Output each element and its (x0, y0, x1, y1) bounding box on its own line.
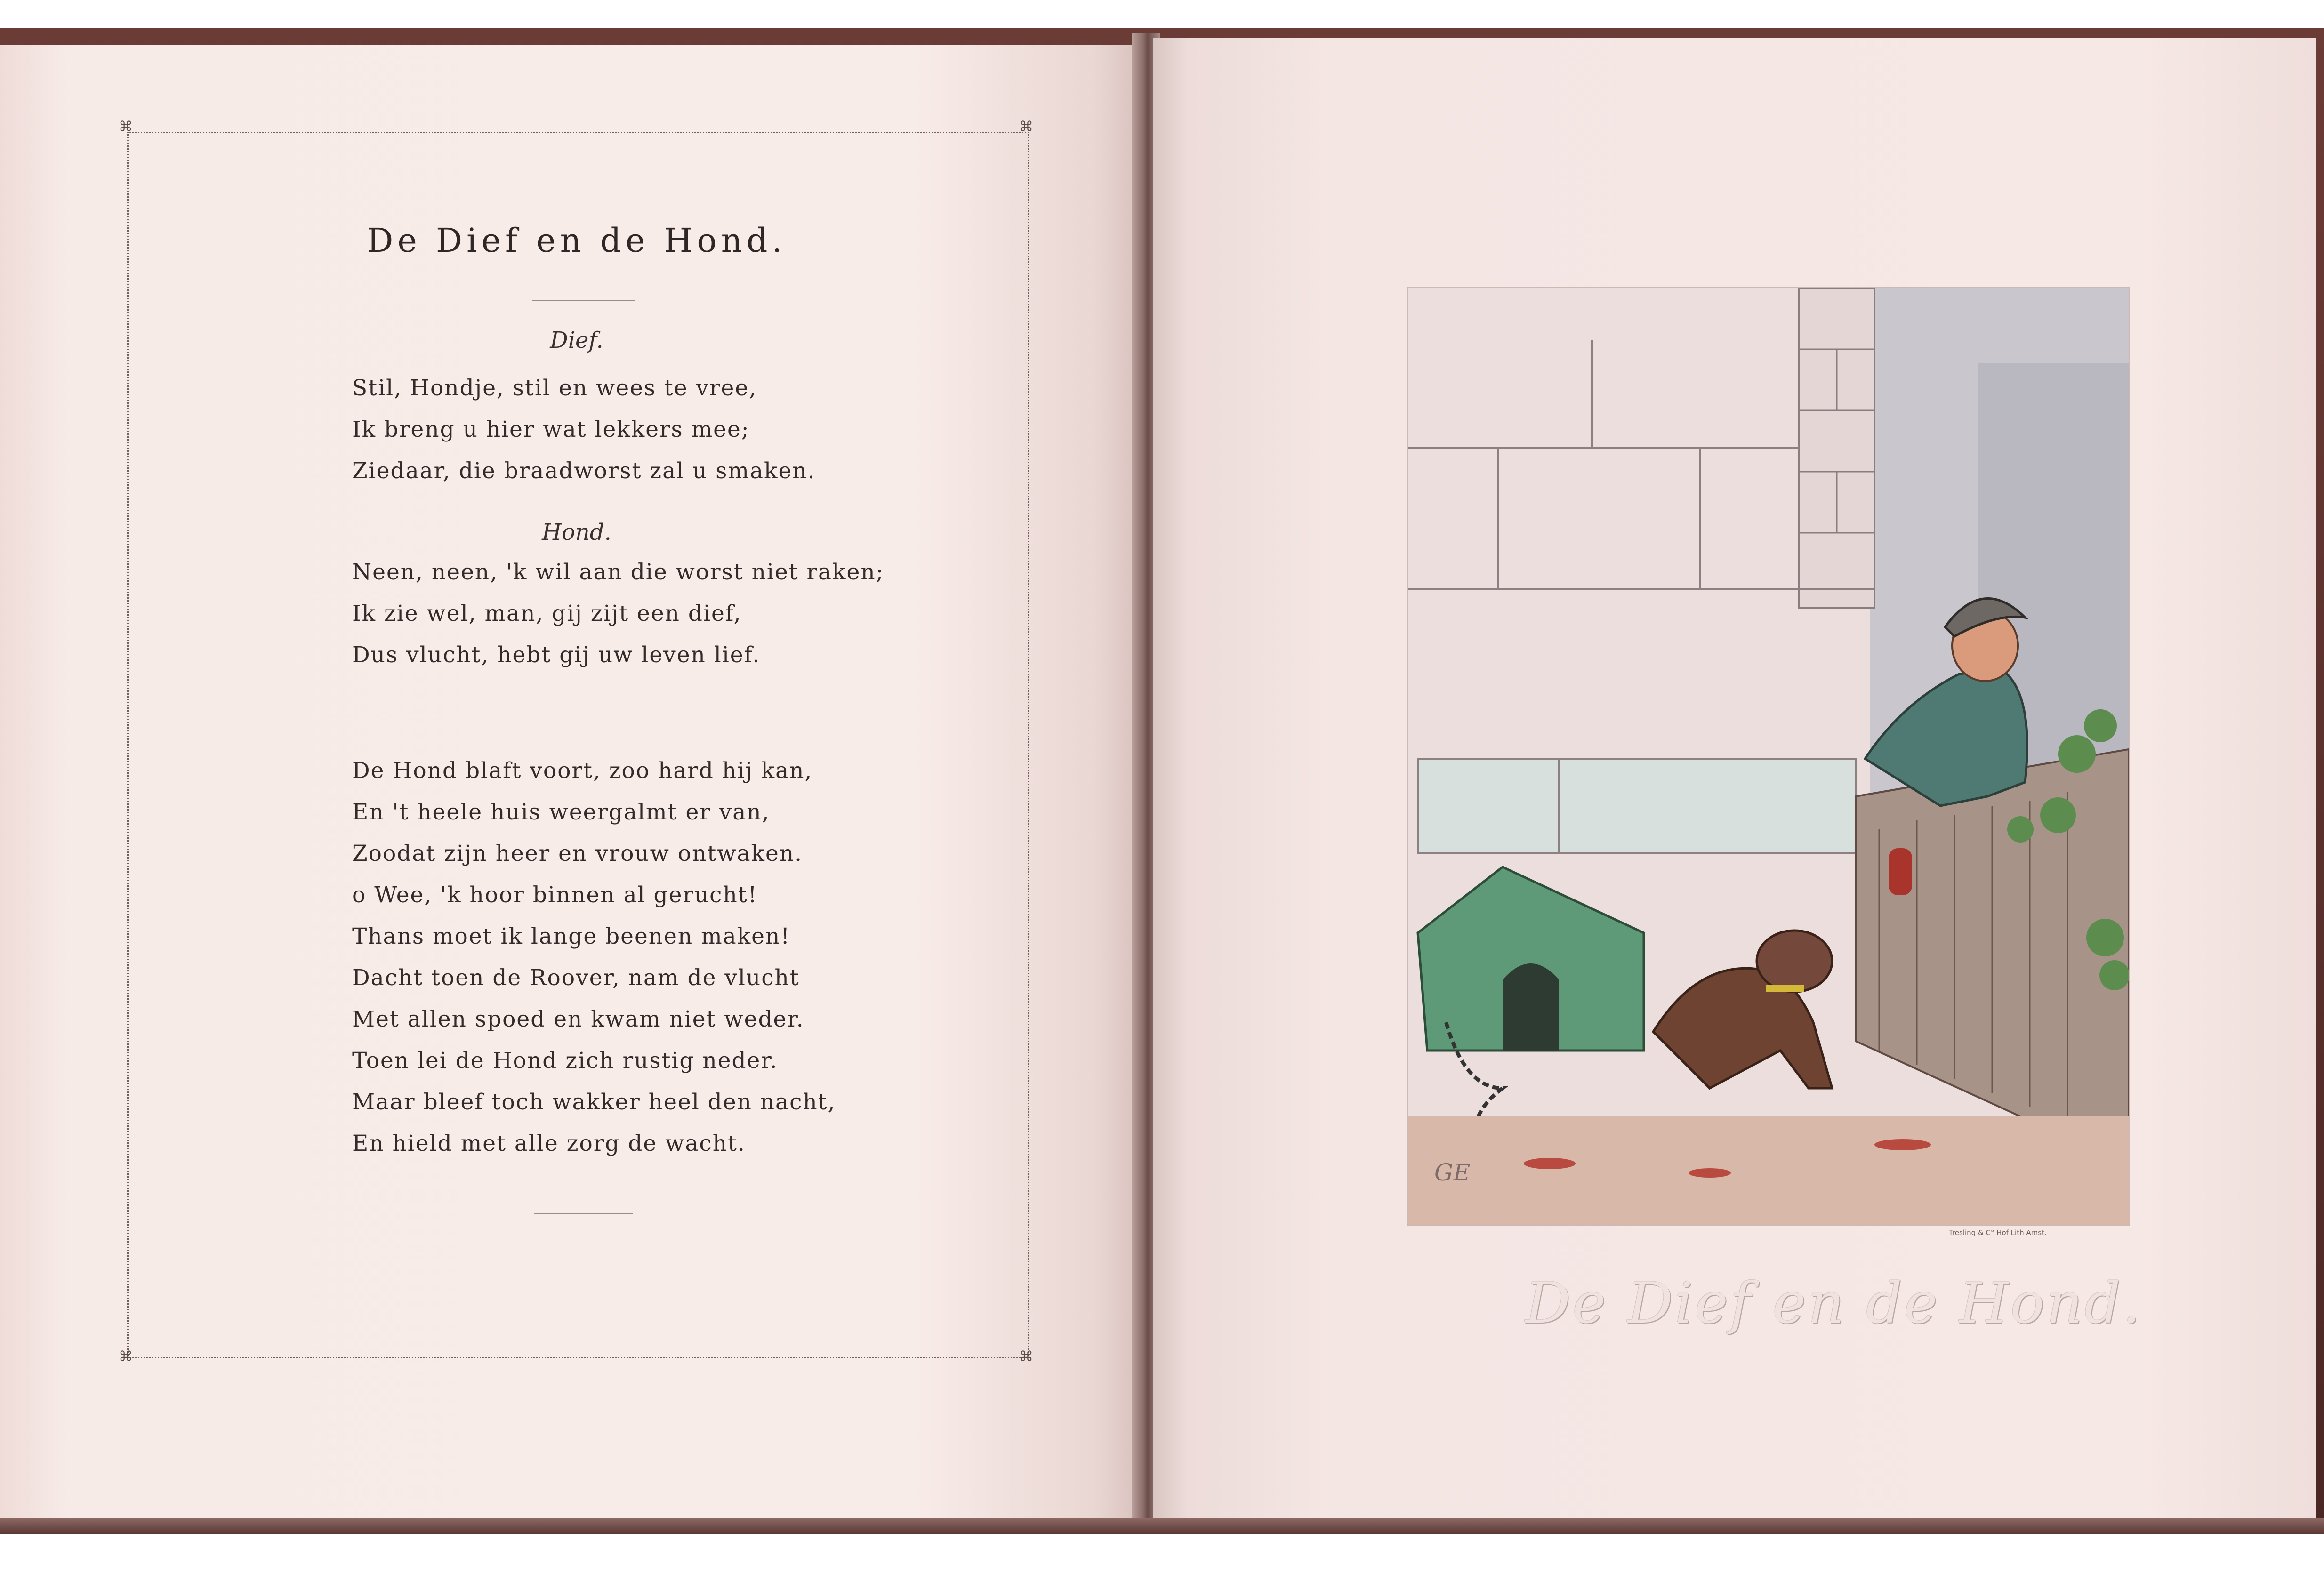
corner-ornament-icon: ⌘ (1019, 1348, 1033, 1365)
illustration-plate (1407, 287, 2130, 1226)
thief-and-dog-illustration (1408, 288, 2129, 1225)
poem-line: Neen, neen, 'k wil aan die worst niet raken; (352, 559, 885, 585)
poem-line: o Wee, 'k hoor binnen al gerucht! (352, 882, 758, 908)
poem-title: De Dief en de Hond. (367, 221, 787, 260)
poem-line: De Hond blaft voort, zoo hard hij kan, (352, 758, 813, 784)
book-bottom-edge (0, 1518, 2324, 1534)
corner-ornament-icon: ⌘ (1019, 119, 1033, 135)
poem-line: Maar bleef toch wakker heel den nacht, (352, 1089, 836, 1115)
poem-line: Dus vlucht, hebt gij uw leven lief. (352, 642, 761, 668)
poem-line: Zoodat zijn heer en vrouw ontwaken. (352, 841, 803, 867)
poem-line: Met allen spoed en kwam niet weder. (352, 1006, 804, 1032)
poem-line: Thans moet ik lange beenen maken! (352, 923, 791, 949)
plate-monogram: GE (1434, 1159, 1471, 1186)
speaker-label-dief: Dief. (550, 327, 603, 353)
dotted-frame (127, 132, 1029, 1358)
poem-line: Dacht toen de Roover, nam de vlucht (352, 965, 800, 991)
poem-line: Toen lei de Hond zich rustig neder. (352, 1048, 778, 1074)
plate-caption: De Dief en de Hond. (1525, 1271, 2143, 1336)
poem-line: Ik zie wel, man, gij zijt een dief, (352, 601, 742, 626)
poem-line: En hield met alle zorg de wacht. (352, 1131, 746, 1156)
poem-line: Stil, Hondje, stil en wees te vree, (352, 375, 757, 401)
corner-ornament-icon: ⌘ (119, 1348, 133, 1365)
end-divider (534, 1213, 633, 1214)
plate-credit: Tresling & C° Hof Lith Amst. (1949, 1228, 2047, 1237)
title-divider (532, 300, 635, 301)
poem-line: Ziedaar, die braadworst zal u smaken. (352, 458, 816, 484)
poem-line: Ik breng u hier wat lekkers mee; (352, 417, 750, 442)
speaker-label-hond: Hond. (542, 519, 611, 546)
corner-ornament-icon: ⌘ (119, 119, 133, 135)
poem-line: En 't heele huis weergalmt er van, (352, 799, 770, 825)
